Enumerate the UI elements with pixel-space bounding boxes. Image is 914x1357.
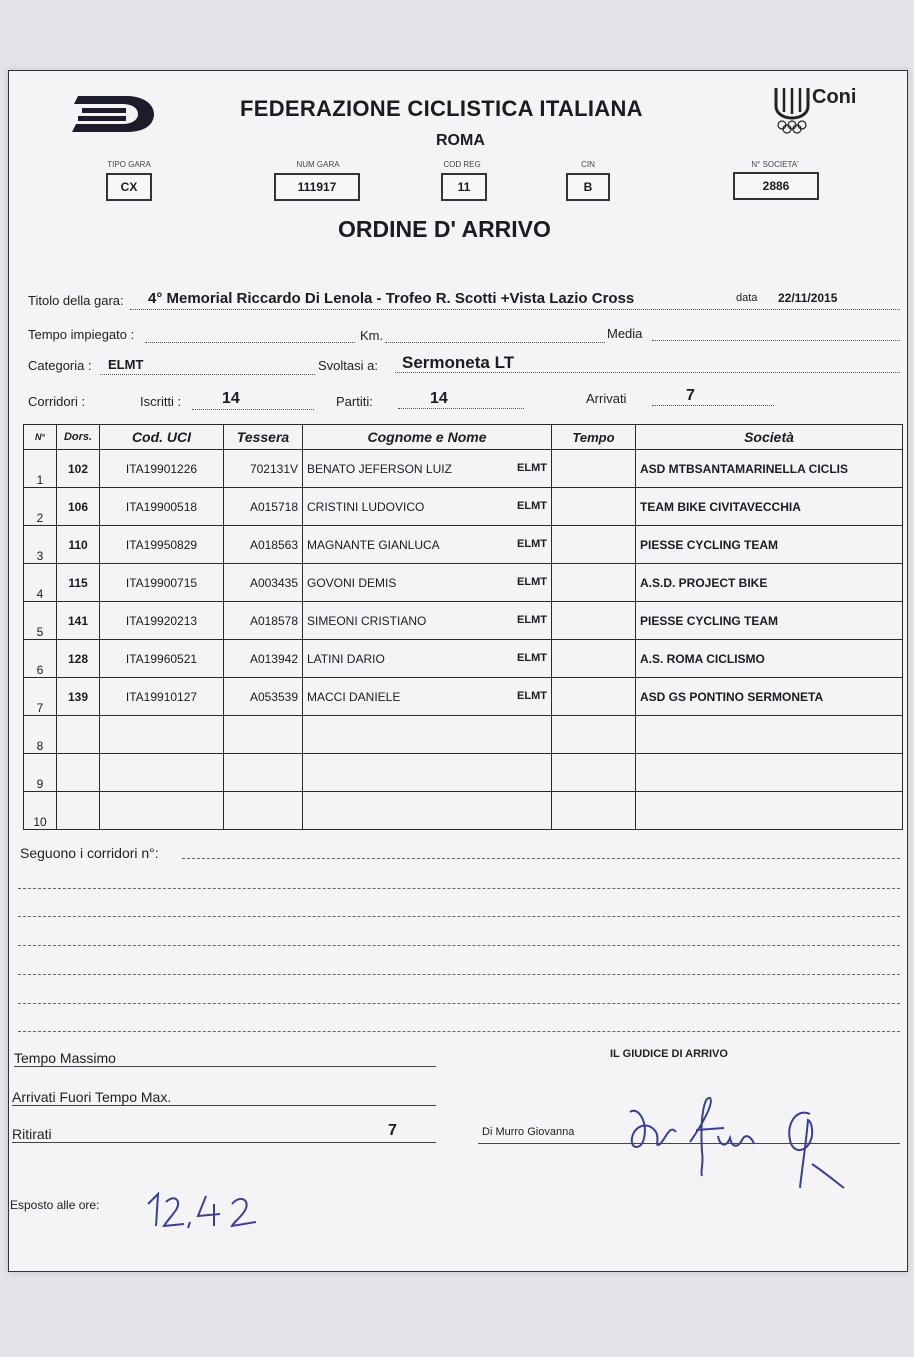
cell-cat: ELMT [517,461,547,474]
categoria-label: Categoria : [28,358,92,373]
header-tessera: Tessera [224,425,303,450]
header-n: N° [24,425,57,450]
race-date-label: data [736,292,758,304]
cell-dors: 128 [57,640,100,678]
cell-cat: ELMT [517,613,547,626]
cell-n: 5 [24,602,57,640]
arrival-table [23,424,903,830]
code-box-cin: B [566,173,610,201]
cell-societa: A.S. ROMA CICLISMO [636,640,903,678]
cell-tempo [552,792,636,830]
document-title: ORDINE D' ARRIVO [338,216,551,242]
cell-name [303,792,552,830]
cell-uci: ITA19920213 [100,602,224,640]
cell-societa [636,716,903,754]
cell-tempo [552,754,636,792]
arrivati-value: 7 [686,387,695,404]
cell-dors [57,754,100,792]
cell-name [303,488,552,526]
corridori-label: Corridori : [28,394,86,409]
cell-cat: ELMT [517,651,547,664]
cell-name-text: GOVONI DEMIS [307,575,397,590]
table-header-row [24,425,903,450]
code-label-societa: N° SOCIETA' [751,160,799,169]
esposto-handwritten-icon [140,1186,270,1232]
cell-societa [636,754,903,792]
cell-tempo [552,640,636,678]
cell-societa: PIESSE CYCLING TEAM [636,602,903,640]
race-date-value: 22/11/2015 [778,291,838,305]
cell-tempo [552,678,636,716]
cell-uci [100,754,224,792]
fci-logo-icon [68,94,156,134]
code-box-societa: 2886 [733,172,819,200]
cell-societa: ASD GS PONTINO SERMONETA [636,678,903,716]
partiti-value: 14 [430,390,448,407]
cell-tempo [552,526,636,564]
seguono-label: Seguono i corridori n°: [20,845,159,861]
cell-societa: PIESSE CYCLING TEAM [636,526,903,564]
iscritti-value: 14 [222,390,240,407]
code-label-cin: CIN [581,160,595,169]
cell-tessera: A053539 [224,678,303,716]
table-row [24,488,903,526]
cell-name-text: SIMEONI CRISTIANO [307,613,427,628]
cell-name [303,526,552,564]
cell-n: 10 [24,792,57,830]
cell-tempo [552,716,636,754]
cell-cat: ELMT [517,537,547,550]
cell-tempo [552,564,636,602]
cell-name [303,602,552,640]
cell-tessera [224,716,303,754]
cell-uci [100,792,224,830]
header-societa: Società [636,425,903,450]
km-label: Km. [360,328,384,343]
signature-icon [620,1092,870,1200]
cell-dors: 115 [57,564,100,602]
partiti-label: Partiti: [336,394,373,409]
cell-tessera: A015718 [224,488,303,526]
cell-n: 4 [24,564,57,602]
code-label-cod-reg: COD REG [443,160,481,169]
svoltasi-label: Svoltasi a: [318,358,378,373]
cell-tessera [224,754,303,792]
race-title-value: 4° Memorial Riccardo Di Lenola - Trofeo R. Scotti +Vista Lazio Cross [148,290,635,307]
cell-societa: TEAM BIKE CIVITAVECCHIA [636,488,903,526]
cell-dors [57,716,100,754]
cell-name [303,450,552,488]
cell-n: 7 [24,678,57,716]
cell-cat: ELMT [517,575,547,588]
cell-societa: ASD MTBSANTAMARINELLA CICLIS [636,450,903,488]
esposto-label: Esposto alle ore: [10,1198,100,1212]
cell-dors: 102 [57,450,100,488]
cell-tessera [224,792,303,830]
cell-cat: ELMT [517,499,547,512]
race-title-label: Titolo della gara: [28,293,124,308]
cell-uci: ITA19950829 [100,526,224,564]
cell-tessera: A018563 [224,526,303,564]
cell-uci: ITA19901226 [100,450,224,488]
giudice-name: Di Murro Giovanna [482,1126,575,1138]
federation-title: FEDERAZIONE CICLISTICA ITALIANA [240,96,643,121]
cell-name [303,716,552,754]
cell-uci: ITA19900715 [100,564,224,602]
table-row [24,792,903,830]
cell-name-text: MAGNANTE GIANLUCA [307,537,440,552]
giudice-label: IL GIUDICE DI ARRIVO [610,1048,728,1060]
code-label-tipo-gara: TIPO GARA [107,160,151,169]
arrivati-label: Arrivati [586,391,627,406]
media-label: Media [607,326,643,341]
header-dors: Dors. [57,425,100,450]
cell-n: 6 [24,640,57,678]
header-name: Cognome e Nome [303,425,552,450]
iscritti-label: Iscritti : [140,394,182,409]
cell-name-text: CRISTINI LUDOVICO [307,499,425,514]
cell-dors: 106 [57,488,100,526]
cell-tessera: 702131V [224,450,303,488]
table-row [24,716,903,754]
table-row [24,602,903,640]
cell-tessera: A003435 [224,564,303,602]
cell-name [303,564,552,602]
categoria-value: ELMT [108,357,144,372]
header-uci: Cod. UCI [100,425,224,450]
cell-name [303,640,552,678]
coni-logo-icon [772,84,812,136]
cell-dors [57,792,100,830]
cell-dors: 141 [57,602,100,640]
cell-n: 1 [24,450,57,488]
cell-uci: ITA19960521 [100,640,224,678]
header-tempo: Tempo [552,425,636,450]
cell-uci: ITA19900518 [100,488,224,526]
cell-tempo [552,602,636,640]
svoltasi-value: Sermoneta LT [402,353,515,372]
cell-societa: A.S.D. PROJECT BIKE [636,564,903,602]
cell-tessera: A013942 [224,640,303,678]
cell-name [303,754,552,792]
table-row [24,526,903,564]
cell-tessera: A018578 [224,602,303,640]
cell-tempo [552,450,636,488]
code-box-num-gara: 111917 [274,173,360,201]
table-row [24,754,903,792]
table-row [24,640,903,678]
table-row [24,564,903,602]
cell-name [303,678,552,716]
cell-n: 8 [24,716,57,754]
tempo-impiegato-label: Tempo impiegato : [28,327,135,342]
cell-cat: ELMT [517,689,547,702]
ritirati-label: Ritirati [12,1126,52,1142]
cell-dors: 139 [57,678,100,716]
cell-uci: ITA19910127 [100,678,224,716]
cell-name-text: BENATO JEFERSON LUIZ [307,461,452,476]
cell-name-text: LATINI DARIO [307,651,385,666]
cell-n: 2 [24,488,57,526]
cell-societa [636,792,903,830]
cell-n: 9 [24,754,57,792]
cell-name-text: MACCI DANIELE [307,689,401,704]
coni-text: Coni [812,86,857,108]
ritirati-value: 7 [388,1122,397,1139]
code-box-cod-reg: 11 [441,173,487,201]
cell-tempo [552,488,636,526]
code-label-num-gara: NUM GARA [296,160,340,169]
fuori-tempo-label: Arrivati Fuori Tempo Max. [12,1089,172,1105]
cell-dors: 110 [57,526,100,564]
table-row [24,450,903,488]
cell-uci [100,716,224,754]
table-row [24,678,903,716]
cell-n: 3 [24,526,57,564]
tempo-massimo-label: Tempo Massimo [14,1050,116,1066]
federation-subtitle: ROMA [436,132,485,149]
code-box-tipo-gara: CX [106,173,152,201]
